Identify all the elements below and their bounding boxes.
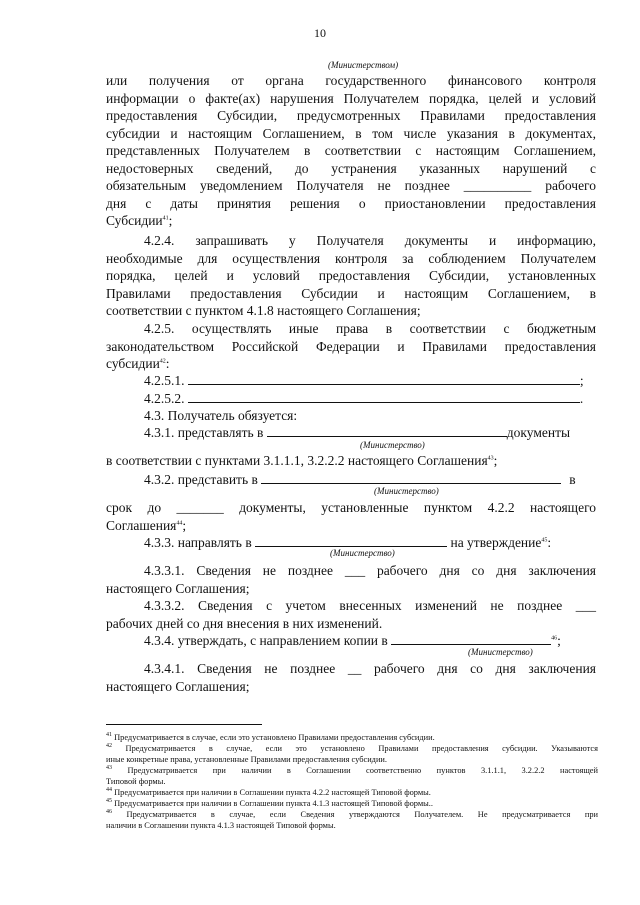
text-line: субсидии$^{42}$: — [106, 356, 170, 371]
clause-4-2-4 — [106, 232, 596, 320]
text-line: порядка, целей и условий предоставления Субсидии, установленных — [106, 268, 596, 283]
footnote-ref: 42 — [159, 358, 166, 365]
text-line: 4.2.4. запрашивать у Получателя документы и информацию, — [144, 233, 596, 248]
footnote-43: $^{43}$ Предусматривается при наличии в Соглашении соответственно пунктов 3.1.1.1, 3.2.2.2 настоящей — [106, 765, 599, 775]
blank-field: __ — [347, 661, 362, 676]
text-line: 4.3.4.1. Сведения не позднее __ рабочего дня со дня заключения — [144, 661, 597, 676]
clause-4-2-5-items — [106, 372, 596, 425]
text-line: соответствии с пунктом 4.1.8 настоящего Соглашения; — [106, 303, 421, 318]
footnote-42: $^{42}$ Предусматривается в случае, если это установлено Правилами предоставления субсидии. Указываются — [106, 743, 598, 753]
text-line: 4.3.1. представлять в документы — [144, 425, 571, 440]
text-line: необходимые для осуществления контроля за соблюдением Получателем — [106, 250, 596, 266]
ministry-sublabel: (Министерством) — [328, 60, 399, 70]
text-line: недостоверных сведений, до устранения указанных нарушений с — [106, 160, 596, 176]
clause-4-3-2-cont — [106, 499, 596, 534]
paragraph-continuation — [106, 72, 596, 230]
text-line: субсидии и настоящим Соглашением, в том числе указания в документах, — [106, 125, 596, 141]
blank-line — [267, 424, 507, 437]
text-line: настоящего Соглашения; — [106, 678, 250, 694]
blank-field: ___ — [344, 563, 366, 578]
text-line: 4.3.2. представить в в — [144, 472, 576, 487]
ministry-sublabel: (Министерство) — [468, 647, 533, 657]
clause-4-3-3-items — [106, 562, 596, 632]
ministry-sublabel: (Министерство) — [374, 486, 439, 496]
text-line: или получения от органа государственного финансового контроля — [106, 73, 596, 88]
text-line: срок до _______ документы, установленные пунктом 4.2.2 настоящего — [106, 500, 597, 515]
blank-line — [261, 471, 561, 484]
footnote-ref: 44 — [176, 520, 183, 526]
text-line: Соглашения$^{44}$; — [106, 517, 187, 533]
blank-line — [188, 390, 580, 403]
footnote-separator — [106, 724, 262, 725]
footnote-43-cont: Типовой формы. — [106, 777, 166, 786]
clause-4-3-1 — [106, 424, 596, 442]
blank-line — [188, 372, 580, 385]
ministry-sublabel: (Министерство) — [330, 548, 395, 558]
text-line: дня с даты принятия решения о приостановлении предоставления — [106, 195, 596, 211]
text-line: Правилами предоставления Субсидии и настоящим Соглашением, в — [106, 285, 596, 301]
footnote-46-cont: наличии в Соглашении пункта 4.1.3 настоящей Типовой формы. — [106, 821, 336, 830]
footnote-45: $^{45}$ Предусматривается при наличии в Соглашении пункта 4.1.3 настоящей Типовой формы.. — [106, 798, 433, 808]
text-line: 4.3.3.2. Сведения с учетом внесенных изменений не позднее ___ — [144, 598, 596, 613]
page-number: 10 — [314, 26, 326, 40]
clause-4-2-5 — [106, 320, 596, 373]
footnote-41: $^{41}$ Предусматривается в случае, если это установлено Правилами предоставления субсидии. — [106, 732, 435, 742]
blank-field: _______ — [176, 500, 224, 515]
text-line: Субсидии$^{41}$; — [106, 213, 173, 228]
footnotes — [106, 732, 598, 831]
footnote-ref: 43 — [487, 455, 494, 462]
footnote-46: $^{46}$ Предусматривается в случае, если Сведения утверждаются Получателем. Не предусматривается при — [106, 809, 598, 819]
footnote-ref: 46 — [551, 635, 558, 642]
clause-4-3-1-cont — [106, 452, 596, 470]
text-line: настоящего Соглашения; — [106, 580, 250, 596]
blank-field: __________ — [463, 178, 532, 193]
text-line: рабочих дней со дня внесения в них изменений. — [106, 615, 383, 631]
text-line: 4.3.4. утверждать, с направлением копии в $^{46}$; — [144, 633, 561, 648]
text-line: 4.2.5. осуществлять иные права в соответствии с бюджетным — [144, 321, 596, 336]
blank-line — [255, 534, 447, 547]
text-line: предоставления Субсидии, предусмотренных Правилами предоставления — [106, 108, 596, 123]
text-line: представленных Получателем в соответствии с настоящим Соглашением, — [106, 143, 596, 158]
footnote-ref: 41 — [162, 215, 169, 222]
text-line: 4.2.5.2. . — [144, 390, 584, 406]
blank-line — [391, 632, 551, 645]
footnote-42-cont: иные конкретные права, установленные Правилами предоставления субсидии. — [106, 755, 388, 764]
text-line: в соответствии с пунктами 3.1.1.1, 3.2.2.2 настоящего Соглашения$^{43}$; — [106, 453, 498, 468]
text-line: 4.3. Получатель обязуется: — [144, 408, 298, 423]
text-line: законодательством Российской Федерации и Правилами предоставления — [106, 338, 596, 354]
text-line: обязательным уведомлением Получателя не позднее __________ рабочего — [106, 178, 597, 193]
text-line: 4.3.3. направлять в на утверждение$^{45}$: — [144, 535, 552, 550]
text-line: информации о факте(ах) нарушения Получателем порядка, целей и условий — [106, 90, 596, 106]
clause-4-3-2 — [106, 471, 596, 489]
footnote-44: $^{44}$ Предусматривается при наличии в Соглашении пункта 4.2.2 настоящей Типовой формы. — [106, 787, 431, 797]
text-line: 4.3.3.1. Сведения не позднее ___ рабочего дня со дня заключения — [144, 563, 597, 578]
clause-4-3-4-1 — [106, 660, 596, 695]
footnote-ref: 45 — [541, 537, 548, 544]
ministry-sublabel: (Министерство) — [360, 440, 425, 450]
text-line: 4.2.5.1. ; — [144, 373, 584, 388]
